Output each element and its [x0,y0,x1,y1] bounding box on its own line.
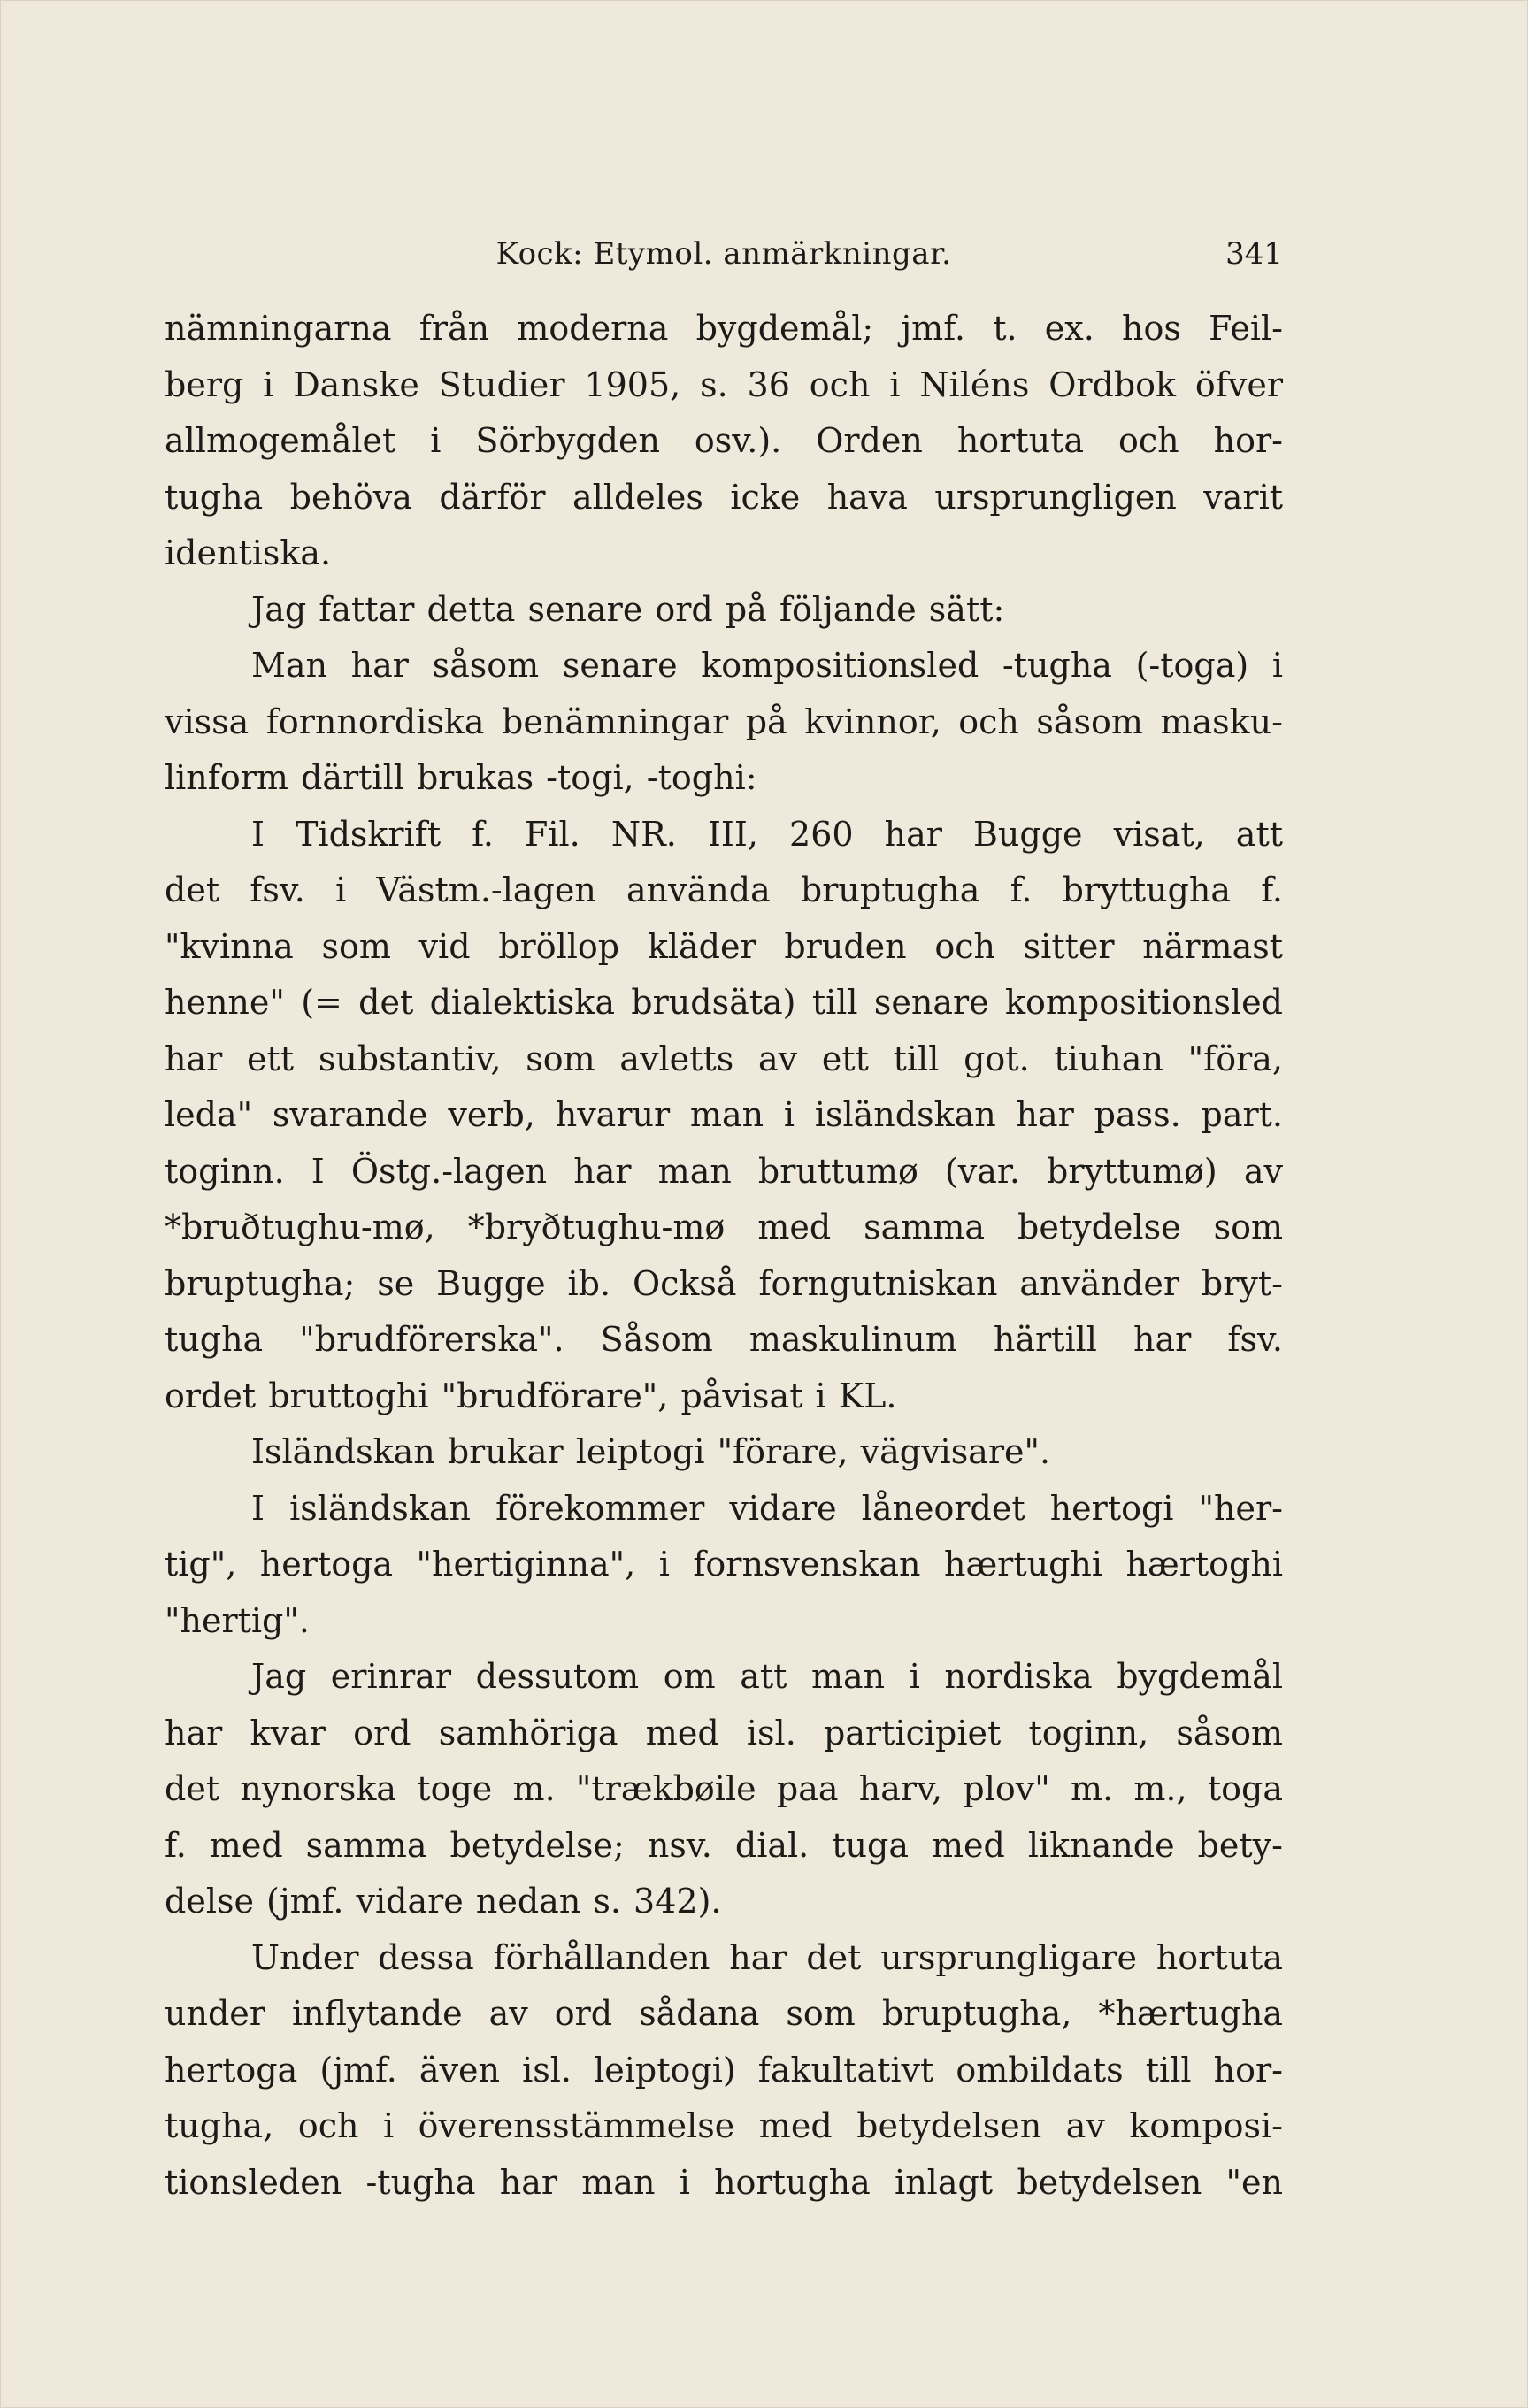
text-line: "hertig". [165,1600,310,1640]
text-line: linform därtill brukas -togi, -toghi: [165,758,757,797]
text-line: har ett substantiv, som avletts av ett till got. tiuhan "föra, [165,1039,1283,1078]
text-line: *bruðtughu-mø, *bryðtughu-mø med samma betydelse som [165,1208,1283,1246]
text-line: I isländskan förekommer vidare låneordet hertogi "her- [251,1488,1283,1528]
text-line: delse (jmf. vidare nedan s. 342). [165,1882,722,1921]
text-line: tugha, och i överensstämmelse med betydelsen av komposi- [165,2106,1283,2145]
text-line: ordet bruttoghi "brudförare", påvisat i KL. [165,1376,897,1415]
page-number: 341 [1225,236,1283,272]
text-line: hertoga (jmf. även isl. leiptogi) fakultativt ombildats till hor- [165,2050,1283,2090]
text-line: berg i Danske Studier 1905, s. 36 och i Niléns Ordbok öfver [165,364,1283,404]
text-line: I Tidskrift f. Fil. NR. III, 260 har Bugge visat, att [251,814,1283,854]
running-head: Kock: Etymol. anmärkningar. [495,236,952,272]
text-line: har kvar ord samhöriga med isl. participiet toginn, såsom [165,1713,1283,1752]
text-line: Man har såsom senare kompositionsled -tugha (-toga) i [251,646,1283,685]
text-line: tig", hertoga "hertiginna", i fornsvenskan hærtughi hærtoghi [165,1545,1283,1584]
text-line: identiska. [165,533,332,572]
text-line: "kvinna som vid bröllop kläder bruden och sitter närmast [165,926,1283,966]
text-line: tionsleden -tugha har man i hortugha inlagt betydelsen "en [165,2162,1283,2202]
text-line: det nynorska toge m. "trækbøile paa harv, plov" m. m., toga [165,1769,1283,1808]
text-line: henne" (= det dialektiska brudsäta) till senare kompositionsled [165,983,1283,1022]
text-line: Jag erinrar dessutom om att man i nordiska bygdemål [251,1657,1283,1696]
text-line: det fsv. i Västm.-lagen använda bruptugha f. bryttugha f. [165,870,1283,909]
text-line: tugha "brudförerska". Såsom maskulinum härtill har fsv. [165,1320,1283,1359]
text-line: tugha behöva därför alldeles icke hava ursprungligen varit [165,477,1283,517]
text-line: allmogemålet i Sörbygden osv.). Orden hortuta och hor- [165,421,1283,460]
text-line: nämningarna från moderna bygdemål; jmf. t. ex. hos Feil- [165,309,1283,348]
text-line: toginn. I Östg.-lagen har man bruttumø (var. bryttumø) av [165,1151,1283,1191]
text-line: f. med samma betydelse; nsv. dial. tuga med liknande bety- [165,1825,1283,1865]
text-line: Under dessa förhållanden har det ursprungligare hortuta [251,1937,1283,1977]
text-line: leda" svarande verb, hvarur man i isländskan har pass. part. [165,1095,1283,1134]
text-line: bruptugha; se Bugge ib. Också forngutniskan använder bryt- [165,1263,1283,1303]
page-header [165,232,1283,276]
text-line: vissa fornnordiska benämningar på kvinnor, och såsom masku- [165,702,1283,741]
text-line: Isländskan brukar leiptogi "förare, vägvisare". [251,1432,1051,1471]
text-line: Jag fattar detta senare ord på följande sätt: [251,589,1005,629]
text-line: under inflytande av ord sådana som bruptugha, *hærtugha [165,1994,1283,2033]
body-text [165,301,1283,2211]
